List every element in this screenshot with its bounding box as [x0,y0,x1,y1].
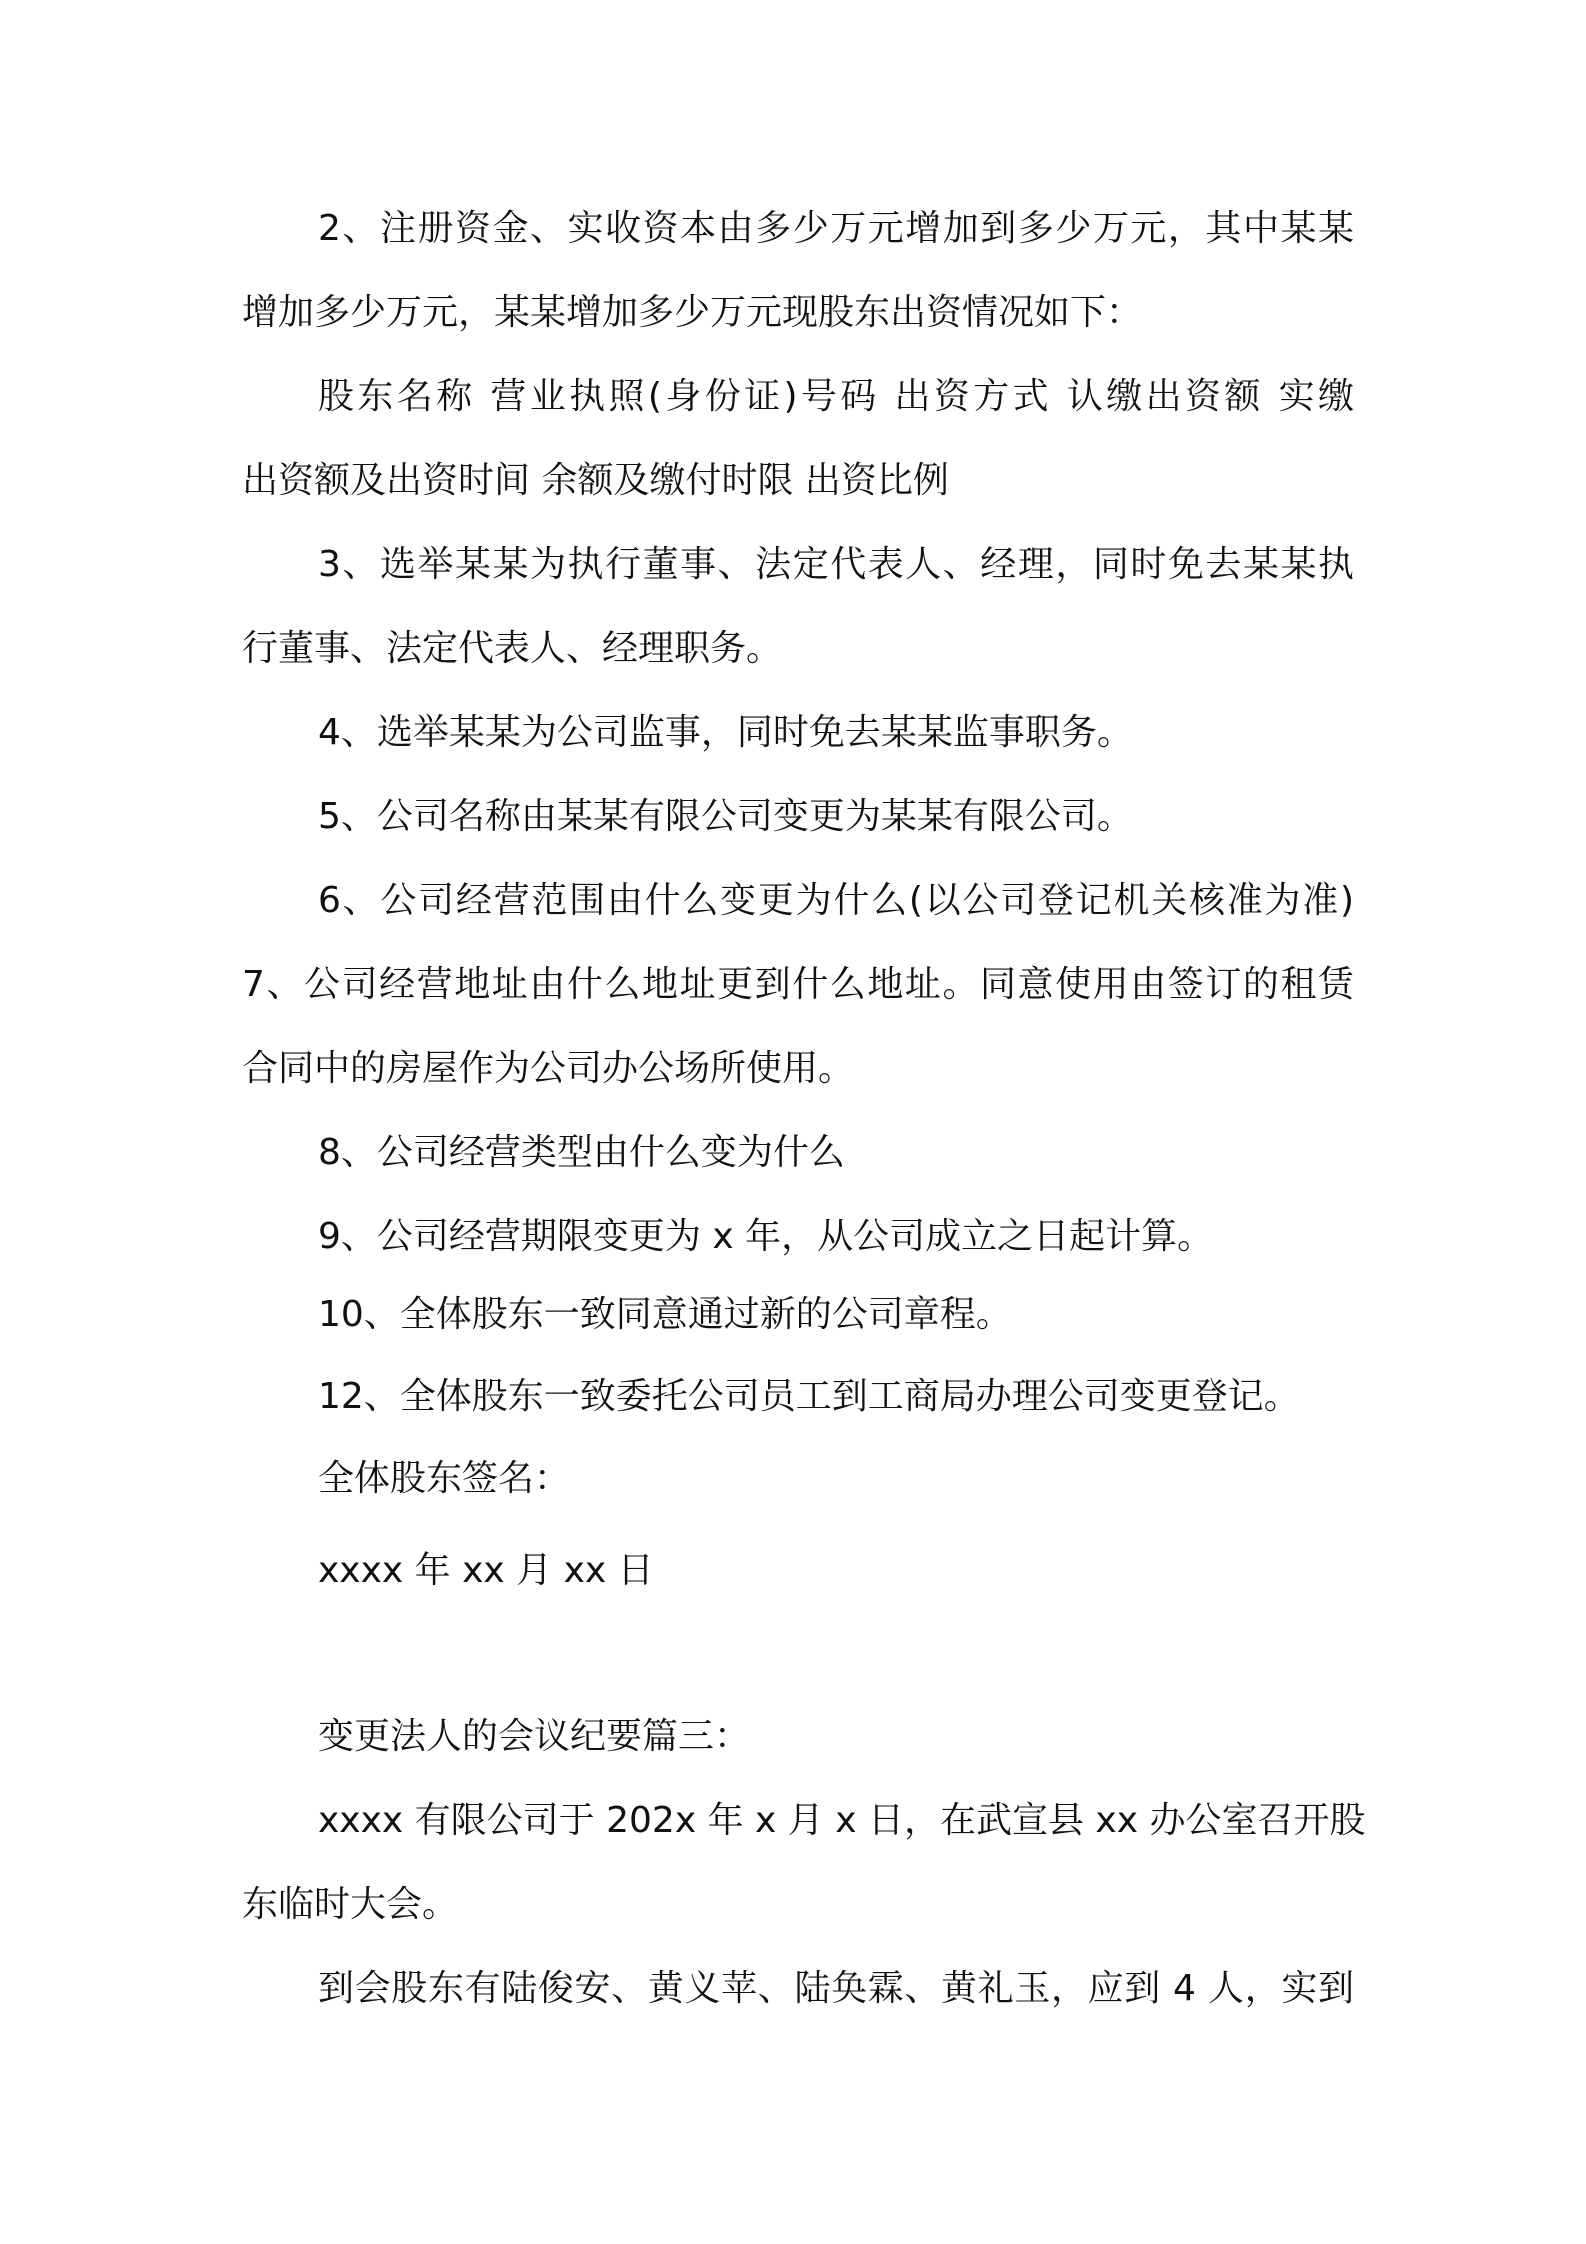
paragraph-7-line-2: 合同中的房屋作为公司办公场所使用。 [242,1048,855,1089]
paragraph-8: 8、公司经营类型由什么变为什么 [318,1132,845,1173]
paragraph-3-line-1: 3、选举某某为执行董事、法定代表人、经理，同时免去某某执 [318,544,1354,585]
paragraph-6: 6、公司经营范围由什么变更为什么(以公司登记机关核准为准) [318,880,1354,921]
attendees-line: 到会股东有陆俊安、黄义苹、陆奂霖、黄礼玉，应到 4 人，实到 [318,1968,1354,2009]
paragraph-5: 5、公司名称由某某有限公司变更为某某有限公司。 [318,796,1133,837]
meeting-intro-line-1: xxxx 有限公司于 202x 年 x 月 x 日，在武宣县 xx 办公室召开股 [318,1800,1366,1841]
paragraph-12: 12、全体股东一致委托公司员工到工商局办理公司变更登记。 [318,1376,1300,1417]
date-line: xxxx 年 xx 月 xx 日 [318,1550,654,1591]
paragraph-4: 4、选举某某为公司监事，同时免去某某监事职务。 [318,712,1133,753]
table-header-line-2: 出资额及出资时间 余额及缴付时限 出资比例 [242,460,949,501]
meeting-intro-line-2: 东临时大会。 [242,1884,459,1925]
paragraph-3-line-2: 行董事、法定代表人、经理职务。 [242,628,783,669]
paragraph-7-line-1: 7、公司经营地址由什么地址更到什么地址。同意使用由签订的租赁 [242,964,1354,1005]
paragraph-2-line-1: 2、注册资金、实收资本由多少万元增加到多少万元，其中某某 [318,208,1354,249]
signature-label: 全体股东签名： [318,1458,571,1499]
paragraph-9: 9、公司经营期限变更为 x 年，从公司成立之日起计算。 [318,1216,1214,1257]
paragraph-2-line-2: 增加多少万元，某某增加多少万元现股东出资情况如下： [242,292,1143,333]
table-header-line-1: 股东名称 营业执照(身份证)号码 出资方式 认缴出资额 实缴 [318,376,1354,417]
paragraph-10: 10、全体股东一致同意通过新的公司章程。 [318,1294,1012,1335]
section-title: 变更法人的会议纪要篇三： [318,1716,751,1757]
